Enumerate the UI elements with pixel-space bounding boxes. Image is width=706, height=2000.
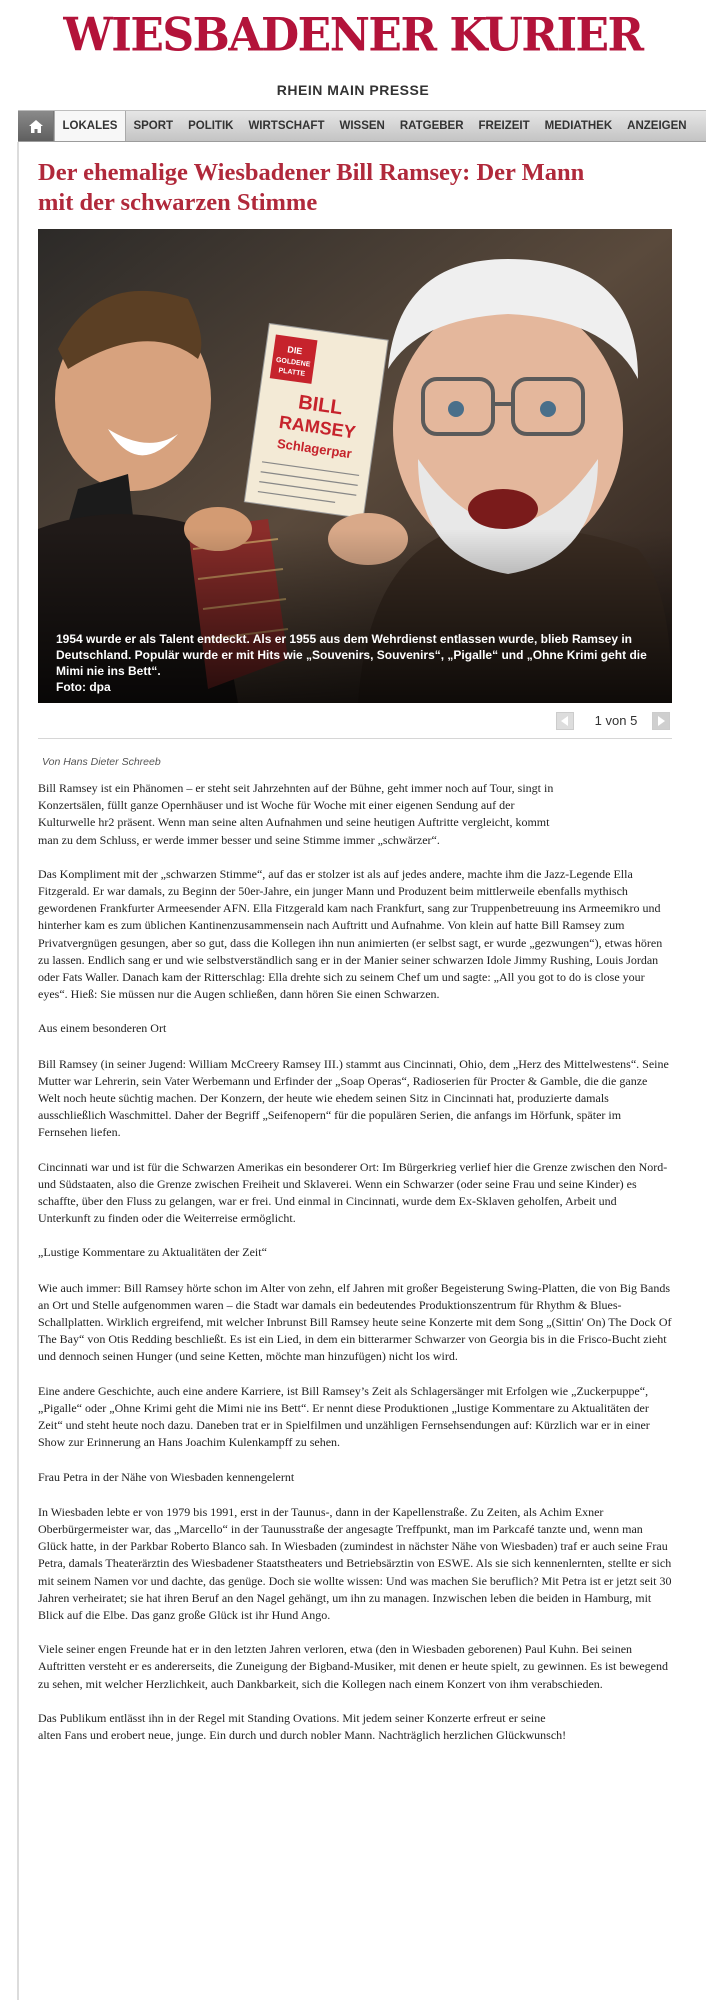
article-paragraph: Das Publikum entlässt ihn in der Regel mit Standing Ovations. Mit jedem seiner Konzerte erfreut er seine alten Fans und erobert neue, junge. Ein durch und durch nobler Mann. Nachträglich herzlichen Glückwunsch! [38,1710,567,1742]
article-subheading: „Lustige Kommentare zu Aktualitäten der Zeit“ [38,1245,267,1260]
article-body [38,780,672,1761]
headline-line-2: mit der schwarzen Stimme [38,189,318,216]
article-paragraph: Eine andere Geschichte, auch eine andere Karriere, ist Bill Ramsey’s Zeit als Schlagersänger mit Erfolgen wie „Zuckerpuppe“, „Pigalle“ oder „Ohne Krimi geht die Mimi nie ins Bett“. Er nennt diese Produktionen „lustige Kommentare zu Aktualitäten der Zeit“ und steht heute noch dazu. Daneben trat er in Spielfilmen und unzähligen Fernsehsendungen auf: Kürzlich war er in einer Show zur Erinnerung an Hans Joachim Kulenkampff zu sehen. [38,1383,650,1450]
headline-line-1: Der ehemalige Wiesbadener Bill Ramsey: Der Mann [38,159,585,186]
gallery-prev-button[interactable] [556,712,574,730]
article-subheading: Frau Petra in der Nähe von Wiesbaden kennengelernt [38,1469,295,1484]
main-navigation [18,110,706,142]
article-paragraph: Viele seiner engen Freunde hat er in den letzten Jahren verloren, etwa (den in Wiesbaden geborenen) Paul Kuhn. Bei seinen Auftritten versteht er es andererseits, die Zuneigung der Bigband-Musiker, mit denen er heute spielt, zu gewinnen. Es ist bewegend zu sehen, mit welcher Herzlichkeit, auch Dankbarkeit, sich die Kollegen nach einem Konzert von ihm verabschieden. [38,1642,668,1691]
article-byline: Von Hans Dieter Schreeb [42,756,161,768]
gallery-counter: 1 von 5 [594,713,638,728]
nav-item-lokales[interactable]: LOKALES [54,111,126,141]
chevron-right-icon [657,716,665,726]
article-paragraph: Cincinnati war und ist für die Schwarzen Amerikas ein besonderer Ort: Im Bürgerkrieg verlief hier die Grenze zwischen den Nord- und Südstaaten, also die Grenze zwischen Freiheit und Sklaverei. Wenn ein Schwarzer (oder seine Frau und seine Kinder) es schaffte, über den Fluss zu gelangen, war er frei. Und einmal in Cincinnati, wurde dem Ex-Sklaven geholfen, Arbeit und Unterkunft zu finden oder die Weiterreise ermöglicht. [38,1159,668,1226]
nav-item-wirtschaft[interactable]: WIRTSCHAFT [248,120,325,132]
article-paragraph: Bill Ramsey ist ein Phänomen – er steht seit Jahrzehnten auf der Bühne, geht immer noch auf Tour, singt in Konzertsälen, füllt ganze Opernhäuser und ist Woche für Woche mit einer eigenen Sendung auf der Kulturwelle hr2 präsent. Wenn man seine alten Aufnahmen und seine heutigen Auftritte vergleicht, kommt man zu dem Schluss, er werde immer besser und seine Stimme immer „schwärzer“. [38,781,554,847]
record-label-mid: GOLDENE [275,356,311,369]
gallery-next-button[interactable] [652,712,670,730]
article-subheading: Aus einem besonderen Ort [38,1021,167,1036]
article-paragraph: In Wiesbaden lebte er von 1979 bis 1991, erst in der Taunus-, dann in der Kapellenstraße. Zu Zeiten, als Achim Exner Oberbürgermeister war, das „Marcello“ in der Taunusstraße der angesagte Treffpunkt, man im Parkcafé tanzte und, wenn man Glück hatte, in der Parkbar Roberto Blanco sah. In Wiesbaden (zumindest in nächster Nähe von Wiesbaden) traf er auch seine Frau Petra, damals Theaterärztin des Wiesbadener Staatstheaters und Betriebsärztin von ESWE. Als sie sich kennenlernten, stellte er sich mit seinem Namen vor und dachte, das genüge. Doch sie wollte wissen: Und was machen Sie beruflich? Mit Petra ist er jetzt seit 30 Jahren verheiratet; sie hat ihren Beruf an den Nagel gehängt, um ihn zu managen. Inzwischen leben die beiden in Hamburg, mit Blick auf die Elbe. Das ganz große Glück ist ihr Hund Ango. [38,1504,672,1622]
nav-item-mediathek[interactable]: MEDIATHEK [544,120,613,132]
record-genre: Schlagerpar [276,435,353,462]
nav-home-button[interactable] [18,111,54,141]
nav-item-ratgeber[interactable]: RATGEBER [399,120,464,132]
article-paragraph: Wie auch immer: Bill Ramsey hörte schon im Alter von zehn, elf Jahren mit großer Begeisterung Swing-Platten, die von Big Bands an Ort und Stelle aufgenommen waren – die Stadt war damals ein bedeutendes Produktionszentrum für Rhythm & Blues-Schallplatten. Wirklich ergreifend, mit welcher Inbrunst Bill Ramsey heute seine Konzerte mit dem Song „(Sittin' On) The Dock Of The Bay“ von Otis Redding beschließt. Es ist ein Lied, in dem ein bitterarmer Schwarzer von Georgia bis in die Frisco-Bucht zieht und dennoch seinen Hunger (und seine Ketten, möchte man hinzufügen) nicht los wird. [38,1280,672,1364]
photo-caption [56,631,656,695]
page-border [17,142,19,2000]
chevron-left-icon [561,716,569,726]
home-icon [29,120,43,133]
gallery-pager [556,712,672,732]
article-photo[interactable] [38,229,672,703]
nav-item-wissen[interactable]: WISSEN [339,120,385,132]
record-name-line2: RAMSEY [277,411,357,443]
nav-item-anzeigen[interactable]: ANZEIGEN [627,120,687,132]
article-paragraph: Das Kompliment mit der „schwarzen Stimme“, auf das er stolzer ist als auf jedes andere, machte ihm die Jazz-Legende Ella Fitzgerald. Er war damals, zu Beginn der 50er-Jahre, ein junger Mann und Produzent beim mittlerweile ebenfalls mythisch gewordenen Frankfurter Armeesender AFN. Ella Fitzgerald kam nach Frankfurt, sang zur Truppenbetreuung ins Armeemikro und hinterher kam es zum üblichen Kantinenzusammensein nach Auftritt und Aufnahme. Von klein auf hatte Bill Ramsey zum Privatvergnügen gesungen, aber so gut, dass die Kollegen ihn nun animierten (er selbst sagt, er wurde „gezwungen“), etwas hören zu lassen. Endlich sang er und wie selbstverständlich sang er in der Manier seiner schwarzen Idole Jimmy Rushing, Louis Jordan oder Fats Waller. Danach kam der Ritterschlag: Ella drehte sich zu seinem Chef um und sagte: „All you got to do is close your eyes“. Hieß: Sie müssen nur die Augen schließen, dann hören Sie einen Schwarzen. [38,866,663,1002]
article-paragraph: Bill Ramsey (in seiner Jugend: William McCreery Ramsey III.) stammt aus Cincinnati, Ohio, dem „Herz des Mittelwestens“. Seine Mutter war Lehrerin, sein Vater Werbemann und Erfinder der „Soap Operas“, Radioserien für Procter & Gamble, die die ganze Welt noch heute süchtig machen. Der Konzern, der heute wie ehedem seinen Sitz in Cincinnati hat, produzierte damals ausschließlich Waschmittel. Daher der Begriff „Seifenopern“ für die populären Serien, die anfangs im Hörfunk, später im Fernsehen liefen. [38,1056,669,1140]
caption-text: 1954 wurde er als Talent entdeckt. Als er 1955 aus dem Wehrdienst entlassen wurde, blieb Ramsey in Deutschland. Populär wurde er mit Hits wie „Souvenirs, Souvenirs“, „Pigalle“ und „Ohne Krimi geht die Mimi nie ins Bett“. [56,632,647,678]
nav-item-sport[interactable]: SPORT [133,120,174,132]
divider [38,738,672,739]
nav-item-politik[interactable]: POLITIK [188,120,234,132]
nav-item-freizeit[interactable]: FREIZEIT [478,120,530,132]
site-subtitle: RHEIN MAIN PRESSE [276,82,430,98]
site-logo[interactable]: WIESBADENER KURIER [63,8,643,63]
masthead [0,0,706,108]
record-name-line1: BILL [296,391,344,420]
record-label-top: DIE [286,344,304,357]
article-headline [38,158,678,218]
record-label-bottom: PLATTE [278,367,306,378]
photo-credit: Foto: dpa [56,680,111,694]
